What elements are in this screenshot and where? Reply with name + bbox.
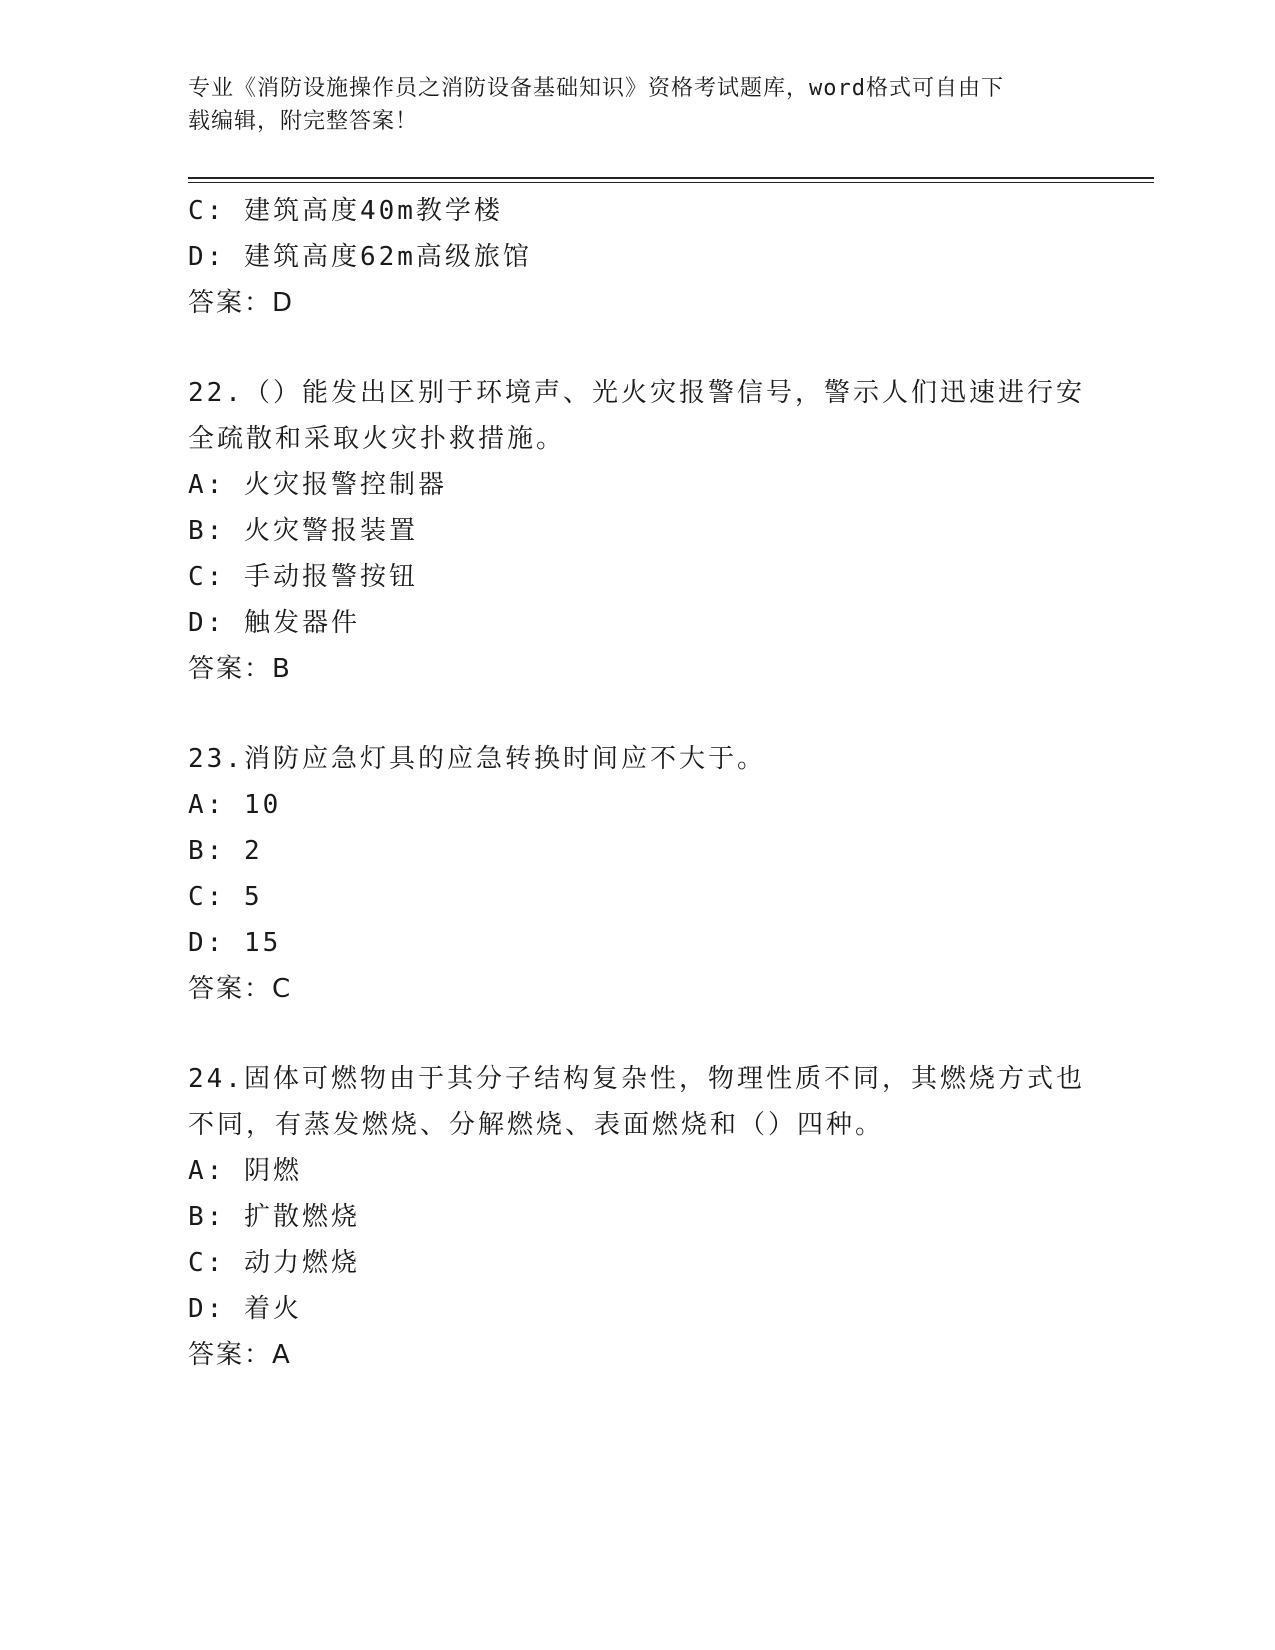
question-stem-line: 22.（）能发出区别于环境声、光火灾报警信号，警示人们迅速进行安 [188, 378, 1085, 408]
header-line-2: 载编辑，附完整答案！ [188, 109, 419, 134]
answer-label: 答案：D [188, 288, 295, 318]
option-c: C: 手动报警按钮 [188, 562, 418, 592]
option-d: D: 着火 [188, 1294, 302, 1324]
answer-label: 答案：C [188, 974, 293, 1004]
question-stem-line: 全疏散和采取火灾扑救措施。 [188, 424, 566, 454]
question-24 [188, 1056, 1088, 1378]
option-c: C: 5 [188, 882, 263, 912]
question-22 [188, 370, 1088, 692]
option-b: B: 2 [188, 836, 263, 866]
answer-label: 答案：B [188, 654, 292, 684]
question-23 [188, 736, 1088, 1012]
option-b: B: 扩散燃烧 [188, 1202, 360, 1232]
option-d: D: 15 [188, 928, 282, 958]
header-line-1: 专业《消防设施操作员之消防设备基础知识》资格考试题库，word格式可自由下 [188, 76, 1004, 101]
option-d: D: 触发器件 [188, 608, 360, 638]
question-stem-line: 24.固体可燃物由于其分子结构复杂性，物理性质不同，其燃烧方式也 [188, 1064, 1085, 1094]
question-stem-line: 23.消防应急灯具的应急转换时间应不大于。 [188, 744, 766, 774]
header-divider-thin [188, 182, 1154, 183]
document-header [188, 72, 1068, 138]
question-list [188, 188, 1088, 1378]
question-stem-line: 不同，有蒸发燃烧、分解燃烧、表面燃烧和（）四种。 [188, 1110, 885, 1140]
continued-question [188, 188, 1088, 326]
option-a: A: 阴燃 [188, 1156, 302, 1186]
option-c: C: 动力燃烧 [188, 1248, 360, 1278]
header-divider-thick [188, 177, 1154, 179]
option-c: C: 建筑高度40m教学楼 [188, 196, 503, 226]
option-a: A: 10 [188, 790, 282, 820]
answer-label: 答案：A [188, 1340, 292, 1370]
option-a: A: 火灾报警控制器 [188, 470, 447, 500]
option-d: D: 建筑高度62m高级旅馆 [188, 242, 532, 272]
option-b: B: 火灾警报装置 [188, 516, 418, 546]
